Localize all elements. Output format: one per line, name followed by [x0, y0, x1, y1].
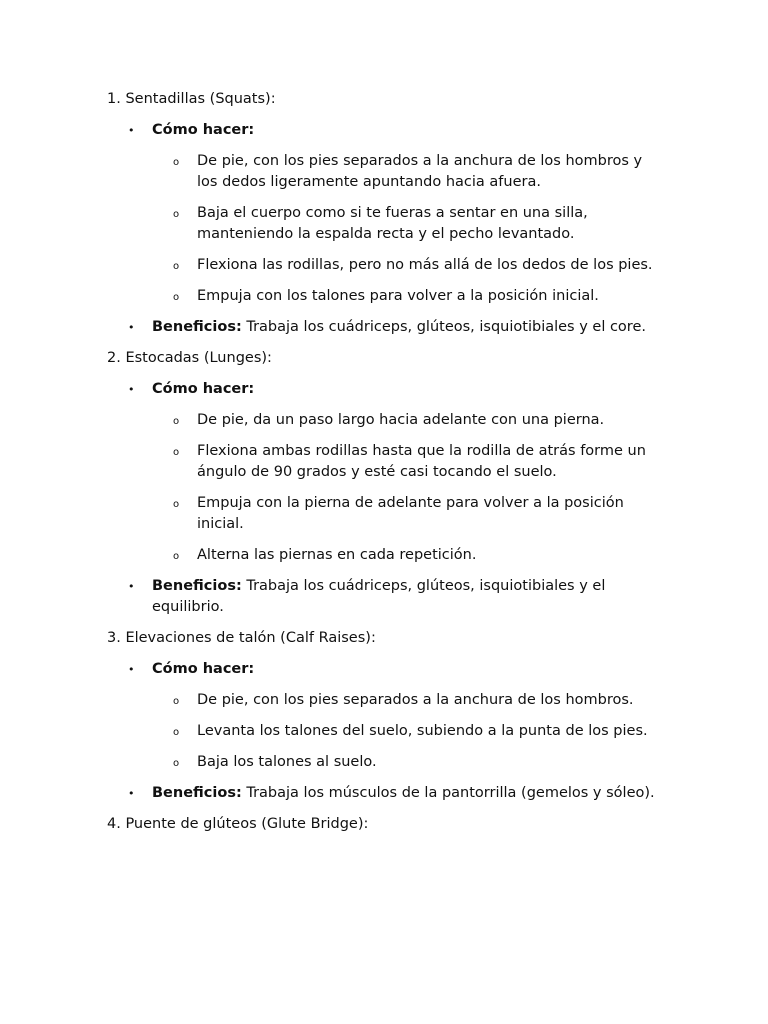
step-text: De pie, con los pies separados a la anchura de los hombros.: [197, 692, 634, 708]
exercise-2: [0, 348, 768, 618]
step-text: Flexiona las rodillas, pero no más allá de los dedos de los pies.: [197, 257, 653, 273]
exercise-1: [0, 89, 768, 338]
sub-bullet-icon: o: [173, 157, 180, 168]
sub-bullet-icon: o: [173, 261, 180, 272]
step-item: [173, 545, 667, 566]
step-item: [173, 151, 667, 193]
benefits-item: [128, 317, 662, 338]
sub-bullet-icon: o: [173, 292, 180, 303]
exercise-4: [0, 814, 768, 835]
sub-bullet-icon: o: [173, 499, 180, 510]
step-item: [173, 441, 667, 483]
how-to-label: Cómo hacer:: [152, 381, 255, 397]
step-text: Empuja con la pierna de adelante para volver a la posición inicial.: [197, 495, 624, 532]
step-text: Baja los talones al suelo.: [197, 754, 377, 770]
exercise-title: 1. Sentadillas (Squats):: [107, 91, 276, 107]
how-to-item: [128, 659, 662, 680]
exercise-title: 4. Puente de glúteos (Glute Bridge):: [107, 816, 369, 832]
benefits-text: Trabaja los cuádriceps, glúteos, isquiotibiales y el core.: [241, 319, 646, 335]
step-text: De pie, con los pies separados a la anchura de los hombros y los dedos ligeramente apuntando hacia afuera.: [197, 153, 643, 190]
bullet-icon: •: [128, 580, 135, 593]
benefits-text: Trabaja los músculos de la pantorrilla (gemelos y sóleo).: [241, 785, 655, 801]
bullet-icon: •: [128, 663, 135, 676]
bullet-icon: •: [128, 787, 135, 800]
sub-bullet-icon: o: [173, 696, 180, 707]
sub-bullet-icon: o: [173, 447, 180, 458]
benefits-text: Trabaja los cuádriceps, glúteos, isquiotibiales y el equilibrio.: [152, 578, 606, 615]
step-text: Alterna las piernas en cada repetición.: [197, 547, 477, 563]
benefits-label: Beneficios:: [152, 578, 242, 594]
benefits-item: [128, 576, 662, 618]
step-item: [173, 690, 667, 711]
how-to-label: Cómo hacer:: [152, 122, 255, 138]
step-item: [173, 493, 667, 535]
step-item: [173, 203, 667, 245]
exercise-title: 3. Elevaciones de talón (Calf Raises):: [107, 630, 376, 646]
sub-bullet-icon: o: [173, 551, 180, 562]
exercise-3: [0, 628, 768, 804]
how-to-item: [128, 379, 662, 400]
bullet-icon: •: [128, 124, 135, 137]
benefits-label: Beneficios:: [152, 319, 242, 335]
step-item: [173, 721, 667, 742]
exercise-title: 2. Estocadas (Lunges):: [107, 350, 272, 366]
how-to-item: [128, 120, 662, 141]
sub-bullet-icon: o: [173, 758, 180, 769]
sub-bullet-icon: o: [173, 209, 180, 220]
step-item: [173, 255, 667, 276]
step-text: De pie, da un paso largo hacia adelante con una pierna.: [197, 412, 605, 428]
step-text: Empuja con los talones para volver a la posición inicial.: [197, 288, 599, 304]
benefits-label: Beneficios:: [152, 785, 242, 801]
step-text: Baja el cuerpo como si te fueras a sentar en una silla, manteniendo la espalda recta y el pecho levantado.: [197, 205, 588, 242]
benefits-item: [128, 783, 662, 804]
sub-bullet-icon: o: [173, 416, 180, 427]
document-page: [0, 89, 768, 845]
bullet-icon: •: [128, 321, 135, 334]
step-item: [173, 752, 667, 773]
sub-bullet-icon: o: [173, 727, 180, 738]
how-to-label: Cómo hacer:: [152, 661, 255, 677]
step-item: [173, 286, 667, 307]
step-text: Levanta los talones del suelo, subiendo a la punta de los pies.: [197, 723, 648, 739]
bullet-icon: •: [128, 383, 135, 396]
step-item: [173, 410, 667, 431]
step-text: Flexiona ambas rodillas hasta que la rodilla de atrás forme un ángulo de 90 grados y esté casi tocando el suelo.: [197, 443, 646, 480]
